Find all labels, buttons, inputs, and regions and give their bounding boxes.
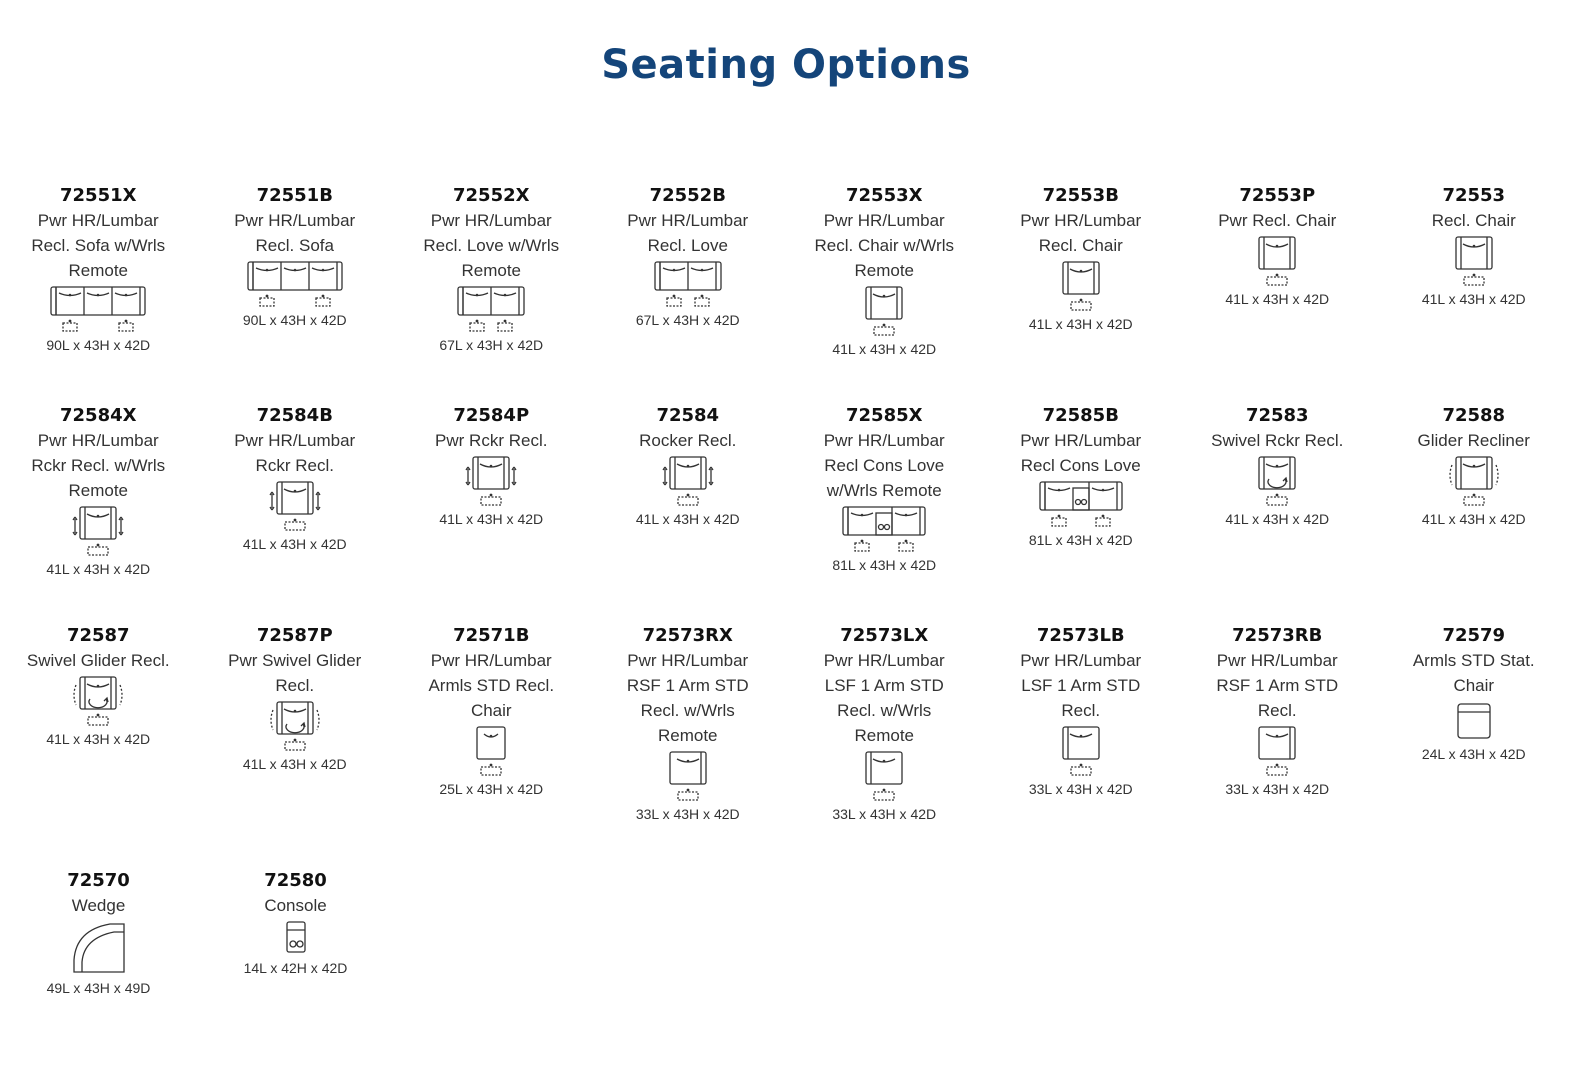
sku-label: 72571B: [453, 623, 529, 648]
description: [200, 648, 390, 698]
rocker-icon: [465, 455, 517, 507]
description: [593, 428, 783, 453]
wedge-icon: [70, 920, 128, 976]
description: [1182, 428, 1372, 453]
description-line: Remote: [3, 258, 193, 283]
description: [986, 428, 1176, 478]
description: [1379, 428, 1569, 453]
description: [4, 893, 194, 918]
description-line: Rocker Recl.: [593, 428, 783, 453]
lsf-recliner-icon: [1055, 725, 1107, 777]
sku-label: 72584P: [453, 403, 529, 428]
sku-label: 72573RX: [643, 623, 733, 648]
description-line: Armls STD Recl.: [396, 673, 586, 698]
seating-option-card: [197, 623, 394, 868]
dimensions: 41L x 43H x 42D: [1029, 314, 1133, 334]
dimensions: 33L x 43H x 42D: [1225, 779, 1329, 799]
sku-label: 72553P: [1239, 183, 1315, 208]
description-line: Recl. w/Wrls: [593, 698, 783, 723]
seating-row: [0, 403, 1572, 623]
sku-label: 72553: [1442, 183, 1505, 208]
seating-option-card: [393, 183, 590, 403]
seating-option-card: [786, 183, 983, 403]
rocker-icon: [269, 480, 321, 532]
description-line: Pwr HR/Lumbar: [789, 208, 979, 233]
description-line: Glider Recliner: [1379, 428, 1569, 453]
description-line: Console: [201, 893, 391, 918]
description: [986, 648, 1176, 723]
sku-label: 72552B: [650, 183, 726, 208]
rsf-recliner-icon: [1251, 725, 1303, 777]
description-line: Pwr HR/Lumbar: [3, 428, 193, 453]
chair-icon: [1251, 235, 1303, 287]
description-line: Pwr Rckr Recl.: [396, 428, 586, 453]
seating-option-card: [983, 623, 1180, 868]
rocker-icon: [662, 455, 714, 507]
description-line: Recl. w/Wrls: [789, 698, 979, 723]
description-line: Pwr HR/Lumbar: [396, 648, 586, 673]
seating-option-card: [1179, 403, 1376, 623]
description-line: Pwr HR/Lumbar: [986, 208, 1176, 233]
sku-label: 72587P: [257, 623, 333, 648]
lsf-recliner-icon: [858, 750, 910, 802]
seating-option-card: [1376, 403, 1572, 623]
description: [201, 893, 391, 918]
seating-option-card: [1376, 183, 1572, 403]
description-line: Remote: [593, 723, 783, 748]
dimensions: 90L x 43H x 42D: [243, 310, 347, 330]
dimensions: 90L x 43H x 42D: [46, 335, 150, 355]
description-line: Recl Cons Love: [789, 453, 979, 478]
description: [3, 208, 193, 283]
description: [593, 208, 783, 258]
dimensions: 33L x 43H x 42D: [832, 804, 936, 824]
seating-option-card: [197, 183, 394, 403]
description-line: LSF 1 Arm STD: [789, 673, 979, 698]
description-line: Rckr Recl.: [200, 453, 390, 478]
seating-option-card: [983, 183, 1180, 403]
description-line: Recl Cons Love: [986, 453, 1176, 478]
description: [1182, 208, 1372, 233]
description-line: Pwr Recl. Chair: [1182, 208, 1372, 233]
dimensions: 67L x 43H x 42D: [636, 310, 740, 330]
chair-icon: [1055, 260, 1107, 312]
sku-label: 72584B: [257, 403, 333, 428]
loveseat-icon: [653, 260, 723, 308]
seating-option-card: [1179, 623, 1376, 868]
sku-label: 72579: [1442, 623, 1505, 648]
description-line: Swivel Rckr Recl.: [1182, 428, 1372, 453]
sku-label: 72584X: [60, 403, 137, 428]
seating-option-card: [0, 868, 197, 1088]
sofa-icon: [49, 285, 147, 333]
seating-row: [0, 623, 1572, 868]
swivel-chair-icon: [1251, 455, 1303, 507]
seating-option-card: [590, 623, 787, 868]
description-line: Pwr Swivel Glider: [200, 648, 390, 673]
description: [200, 428, 390, 478]
dimensions: 33L x 43H x 42D: [636, 804, 740, 824]
description-line: LSF 1 Arm STD: [986, 673, 1176, 698]
description-line: Remote: [789, 258, 979, 283]
description-line: Pwr HR/Lumbar: [986, 648, 1176, 673]
description: [789, 208, 979, 283]
description: [789, 428, 979, 503]
dimensions: 41L x 43H x 42D: [636, 509, 740, 529]
seating-option-card: [983, 403, 1180, 623]
console-loveseat-icon: [1038, 480, 1124, 528]
chair-icon: [1448, 235, 1500, 287]
description-line: Pwr HR/Lumbar: [3, 208, 193, 233]
description-line: Pwr HR/Lumbar: [789, 648, 979, 673]
loveseat-icon: [456, 285, 526, 333]
seating-option-card: [0, 403, 197, 623]
dimensions: 14L x 42H x 42D: [244, 958, 348, 978]
dimensions: 33L x 43H x 42D: [1029, 779, 1133, 799]
description-line: Chair: [396, 698, 586, 723]
sku-label: 72583: [1246, 403, 1309, 428]
dimensions: 41L x 43H x 42D: [243, 754, 347, 774]
description: [1379, 208, 1569, 233]
description-line: Recl. Sofa w/Wrls: [3, 233, 193, 258]
description: [396, 648, 586, 723]
description-line: Recl. Sofa: [200, 233, 390, 258]
sku-label: 72551B: [257, 183, 333, 208]
dimensions: 81L x 43H x 42D: [832, 555, 936, 575]
swivel-glider-icon: [269, 700, 321, 752]
sku-label: 72553X: [846, 183, 923, 208]
description-line: Wedge: [4, 893, 194, 918]
dimensions: 41L x 43H x 42D: [439, 509, 543, 529]
description-line: Swivel Glider Recl.: [3, 648, 193, 673]
description: [789, 648, 979, 748]
sku-label: 72573RB: [1232, 623, 1322, 648]
glider-icon: [1448, 455, 1500, 507]
description: [593, 648, 783, 748]
sku-label: 72588: [1442, 403, 1505, 428]
dimensions: 41L x 43H x 42D: [46, 729, 150, 749]
seating-option-card: [590, 403, 787, 623]
seating-option-card: [0, 623, 197, 868]
dimensions: 24L x 43H x 42D: [1422, 744, 1526, 764]
description-line: Recl. Chair: [1379, 208, 1569, 233]
dimensions: 25L x 43H x 42D: [439, 779, 543, 799]
sku-label: 72573LB: [1037, 623, 1125, 648]
seating-option-card: [197, 403, 394, 623]
page-title: Seating Options: [0, 42, 1572, 88]
description-line: Recl.: [1182, 698, 1372, 723]
description-line: RSF 1 Arm STD: [593, 673, 783, 698]
description: [1182, 648, 1372, 723]
description: [1379, 648, 1569, 698]
seating-option-card: [786, 403, 983, 623]
description: [3, 648, 193, 673]
dimensions: 81L x 43H x 42D: [1029, 530, 1133, 550]
armless-recliner-icon: [465, 725, 517, 777]
dimensions: 41L x 43H x 42D: [243, 534, 347, 554]
seating-option-card: [0, 183, 197, 403]
description-line: Recl.: [200, 673, 390, 698]
dimensions: 49L x 43H x 49D: [47, 978, 151, 998]
console-loveseat-icon: [841, 505, 927, 553]
dimensions: 41L x 43H x 42D: [1422, 289, 1526, 309]
description-line: Recl. Chair w/Wrls: [789, 233, 979, 258]
description-line: Remote: [789, 723, 979, 748]
description-line: RSF 1 Arm STD: [1182, 673, 1372, 698]
description-line: Chair: [1379, 673, 1569, 698]
seating-option-card: [786, 623, 983, 868]
sofa-icon: [246, 260, 344, 308]
description-line: Pwr HR/Lumbar: [593, 648, 783, 673]
seating-option-card: [393, 403, 590, 623]
description-line: w/Wrls Remote: [789, 478, 979, 503]
sku-label: 72570: [67, 868, 130, 893]
console-icon: [284, 920, 308, 956]
description-line: Pwr HR/Lumbar: [789, 428, 979, 453]
seating-option-card: [197, 868, 394, 1088]
description-line: Recl. Love w/Wrls: [396, 233, 586, 258]
sku-label: 72585B: [1043, 403, 1119, 428]
dimensions: 41L x 43H x 42D: [1225, 289, 1329, 309]
dimensions: 41L x 43H x 42D: [1422, 509, 1526, 529]
description-line: Pwr HR/Lumbar: [986, 428, 1176, 453]
seating-row: [0, 183, 1572, 403]
chair-icon: [858, 285, 910, 337]
seating-option-card: [1179, 183, 1376, 403]
rocker-icon: [72, 505, 124, 557]
armless-chair-icon: [1454, 700, 1494, 742]
description-line: Pwr HR/Lumbar: [396, 208, 586, 233]
description-line: Pwr HR/Lumbar: [200, 428, 390, 453]
description-line: Recl. Chair: [986, 233, 1176, 258]
rsf-recliner-icon: [662, 750, 714, 802]
swivel-glider-icon: [72, 675, 124, 727]
description-line: Armls STD Stat.: [1379, 648, 1569, 673]
dimensions: 67L x 43H x 42D: [439, 335, 543, 355]
description: [396, 208, 586, 283]
sku-label: 72552X: [453, 183, 530, 208]
sku-label: 72585X: [846, 403, 923, 428]
sku-label: 72551X: [60, 183, 137, 208]
description: [200, 208, 390, 258]
description: [3, 428, 193, 503]
sku-label: 72580: [264, 868, 327, 893]
description-line: Recl. Love: [593, 233, 783, 258]
description: [396, 428, 586, 453]
dimensions: 41L x 43H x 42D: [46, 559, 150, 579]
seating-option-card: [1376, 623, 1572, 868]
seating-row: [0, 868, 1572, 1088]
description-line: Rckr Recl. w/Wrls: [3, 453, 193, 478]
description: [986, 208, 1176, 258]
sku-label: 72553B: [1043, 183, 1119, 208]
dimensions: 41L x 43H x 42D: [832, 339, 936, 359]
description-line: Remote: [396, 258, 586, 283]
dimensions: 41L x 43H x 42D: [1225, 509, 1329, 529]
seating-option-card: [590, 183, 787, 403]
description-line: Pwr HR/Lumbar: [593, 208, 783, 233]
description-line: Pwr HR/Lumbar: [1182, 648, 1372, 673]
description-line: Remote: [3, 478, 193, 503]
description-line: Recl.: [986, 698, 1176, 723]
seating-grid: [0, 183, 1572, 1088]
seating-option-card: [393, 623, 590, 868]
sku-label: 72573LX: [840, 623, 928, 648]
sku-label: 72587: [67, 623, 130, 648]
description-line: Pwr HR/Lumbar: [200, 208, 390, 233]
sku-label: 72584: [656, 403, 719, 428]
